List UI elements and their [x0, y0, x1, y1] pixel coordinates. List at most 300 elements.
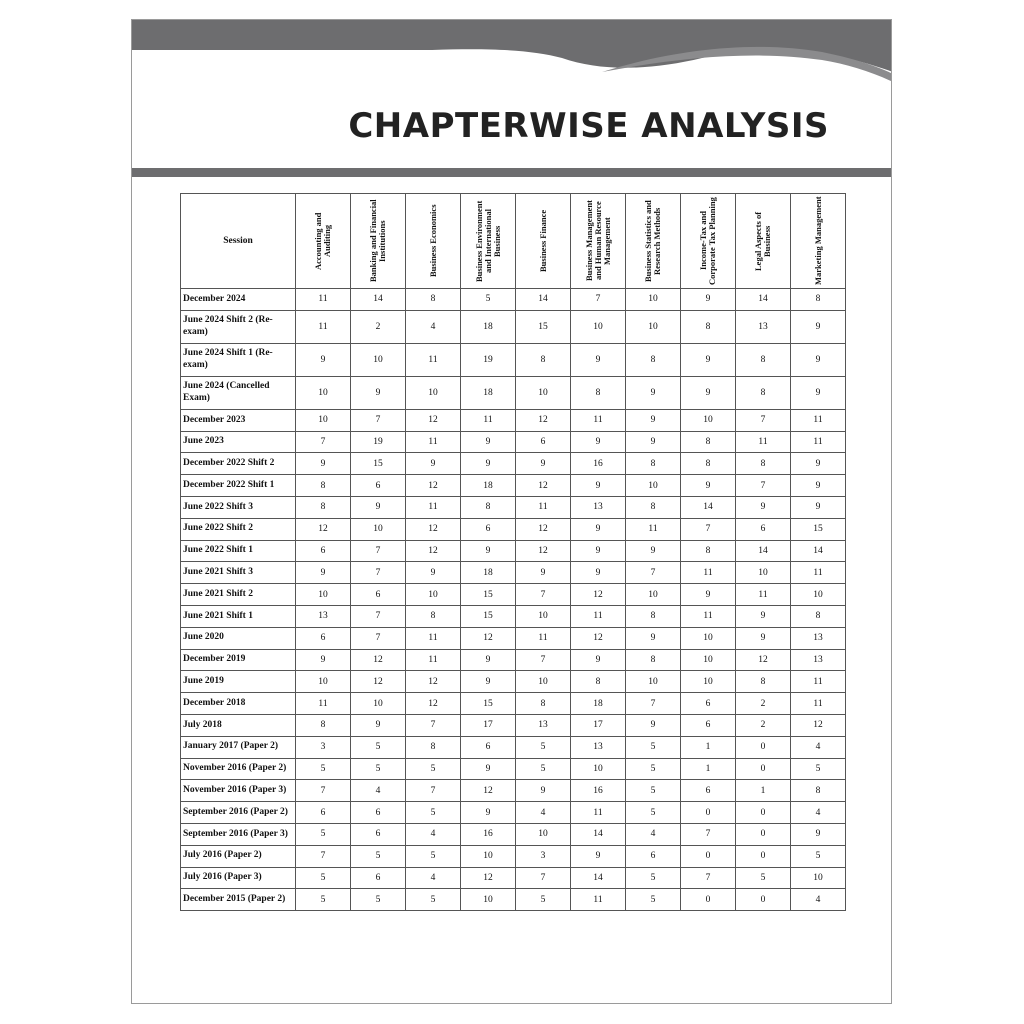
value-cell: 5 — [626, 802, 681, 824]
value-cell: 8 — [626, 649, 681, 671]
value-cell: 15 — [516, 310, 571, 343]
value-cell: 8 — [736, 376, 791, 409]
value-cell: 6 — [461, 518, 516, 540]
value-cell: 10 — [516, 605, 571, 627]
session-cell: June 2021 Shift 2 — [181, 584, 296, 606]
value-cell: 9 — [571, 518, 626, 540]
value-cell: 4 — [791, 736, 846, 758]
value-cell: 7 — [516, 867, 571, 889]
value-cell: 14 — [791, 540, 846, 562]
value-cell: 9 — [791, 310, 846, 343]
session-cell: July 2016 (Paper 2) — [181, 845, 296, 867]
value-cell: 10 — [571, 758, 626, 780]
value-cell: 9 — [791, 823, 846, 845]
value-cell: 10 — [351, 343, 406, 376]
value-cell: 9 — [461, 671, 516, 693]
value-cell: 7 — [351, 605, 406, 627]
subject-header: Banking and Financial Institutions — [351, 194, 406, 289]
value-cell: 8 — [516, 343, 571, 376]
table-row — [181, 605, 846, 627]
value-cell: 10 — [791, 867, 846, 889]
session-cell: June 2022 Shift 3 — [181, 496, 296, 518]
session-cell: June 2024 Shift 2 (Re-exam) — [181, 310, 296, 343]
value-cell: 18 — [571, 693, 626, 715]
value-cell: 7 — [681, 867, 736, 889]
value-cell: 4 — [406, 310, 461, 343]
value-cell: 5 — [296, 889, 351, 911]
value-cell: 8 — [626, 496, 681, 518]
value-cell: 17 — [461, 714, 516, 736]
value-cell: 14 — [351, 289, 406, 311]
value-cell: 8 — [736, 671, 791, 693]
value-cell: 12 — [461, 867, 516, 889]
value-cell: 12 — [351, 649, 406, 671]
subject-header: Business Management and Human Resource Management — [571, 194, 626, 289]
table-row — [181, 627, 846, 649]
session-cell: November 2016 (Paper 2) — [181, 758, 296, 780]
value-cell: 12 — [296, 518, 351, 540]
value-cell: 4 — [406, 867, 461, 889]
subject-header: Business Finance — [516, 194, 571, 289]
value-cell: 11 — [681, 605, 736, 627]
value-cell: 7 — [296, 431, 351, 453]
value-cell: 9 — [516, 562, 571, 584]
value-cell: 5 — [296, 823, 351, 845]
value-cell: 10 — [571, 310, 626, 343]
table-row — [181, 714, 846, 736]
table-row — [181, 671, 846, 693]
value-cell: 11 — [791, 693, 846, 715]
session-cell: June 2021 Shift 3 — [181, 562, 296, 584]
value-cell: 5 — [791, 758, 846, 780]
value-cell: 7 — [351, 409, 406, 431]
value-cell: 13 — [296, 605, 351, 627]
value-cell: 12 — [461, 627, 516, 649]
subject-header: Legal Aspects of Business — [736, 194, 791, 289]
page-title: CHAPTERWISE ANALYSIS — [348, 106, 829, 146]
session-cell: December 2022 Shift 1 — [181, 475, 296, 497]
table-row — [181, 802, 846, 824]
value-cell: 8 — [791, 780, 846, 802]
value-cell: 7 — [626, 562, 681, 584]
value-cell: 14 — [736, 289, 791, 311]
value-cell: 15 — [461, 693, 516, 715]
value-cell: 9 — [736, 496, 791, 518]
value-cell: 9 — [406, 453, 461, 475]
chapterwise-table — [180, 193, 846, 911]
value-cell: 9 — [571, 343, 626, 376]
value-cell: 5 — [351, 736, 406, 758]
value-cell: 9 — [296, 343, 351, 376]
value-cell: 9 — [351, 376, 406, 409]
value-cell: 4 — [791, 889, 846, 911]
value-cell: 7 — [626, 693, 681, 715]
table-row — [181, 496, 846, 518]
table-row — [181, 475, 846, 497]
value-cell: 8 — [516, 693, 571, 715]
value-cell: 10 — [296, 376, 351, 409]
session-cell: December 2024 — [181, 289, 296, 311]
table-row — [181, 376, 846, 409]
value-cell: 4 — [351, 780, 406, 802]
value-cell: 9 — [681, 376, 736, 409]
table-body — [181, 289, 846, 911]
table-row — [181, 867, 846, 889]
value-cell: 11 — [406, 496, 461, 518]
value-cell: 1 — [681, 758, 736, 780]
value-cell: 10 — [626, 671, 681, 693]
subject-header: Marketing Management — [791, 194, 846, 289]
value-cell: 7 — [516, 649, 571, 671]
value-cell: 8 — [406, 605, 461, 627]
session-cell: June 2020 — [181, 627, 296, 649]
subject-header: Business Environment and International Business — [461, 194, 516, 289]
value-cell: 5 — [351, 889, 406, 911]
table-row — [181, 562, 846, 584]
value-cell: 10 — [681, 649, 736, 671]
value-cell: 12 — [516, 518, 571, 540]
value-cell: 10 — [351, 693, 406, 715]
value-cell: 12 — [791, 714, 846, 736]
value-cell: 9 — [626, 409, 681, 431]
value-cell: 11 — [571, 605, 626, 627]
table-row — [181, 453, 846, 475]
value-cell: 6 — [736, 518, 791, 540]
value-cell: 2 — [736, 714, 791, 736]
value-cell: 12 — [571, 584, 626, 606]
value-cell: 11 — [791, 409, 846, 431]
value-cell: 4 — [791, 802, 846, 824]
value-cell: 6 — [681, 714, 736, 736]
value-cell: 9 — [516, 453, 571, 475]
value-cell: 6 — [681, 693, 736, 715]
value-cell: 9 — [461, 758, 516, 780]
value-cell: 15 — [461, 605, 516, 627]
value-cell: 12 — [406, 409, 461, 431]
value-cell: 9 — [626, 540, 681, 562]
value-cell: 5 — [626, 736, 681, 758]
value-cell: 9 — [791, 343, 846, 376]
value-cell: 10 — [626, 310, 681, 343]
session-cell: June 2019 — [181, 671, 296, 693]
value-cell: 10 — [461, 845, 516, 867]
value-cell: 4 — [516, 802, 571, 824]
value-cell: 10 — [406, 376, 461, 409]
value-cell: 5 — [516, 736, 571, 758]
session-cell: January 2017 (Paper 2) — [181, 736, 296, 758]
value-cell: 5 — [406, 889, 461, 911]
value-cell: 13 — [571, 496, 626, 518]
value-cell: 6 — [681, 780, 736, 802]
value-cell: 0 — [736, 802, 791, 824]
value-cell: 11 — [571, 409, 626, 431]
value-cell: 12 — [351, 671, 406, 693]
value-cell: 5 — [626, 889, 681, 911]
table-row — [181, 518, 846, 540]
session-cell: September 2016 (Paper 3) — [181, 823, 296, 845]
value-cell: 15 — [351, 453, 406, 475]
value-cell: 10 — [626, 584, 681, 606]
value-cell: 13 — [736, 310, 791, 343]
session-cell: June 2023 — [181, 431, 296, 453]
value-cell: 0 — [736, 758, 791, 780]
value-cell: 11 — [571, 889, 626, 911]
value-cell: 9 — [461, 453, 516, 475]
value-cell: 12 — [736, 649, 791, 671]
value-cell: 10 — [296, 584, 351, 606]
value-cell: 0 — [681, 802, 736, 824]
table-row — [181, 889, 846, 911]
value-cell: 6 — [351, 584, 406, 606]
value-cell: 11 — [681, 562, 736, 584]
value-cell: 14 — [571, 867, 626, 889]
value-cell: 8 — [681, 453, 736, 475]
value-cell: 15 — [791, 518, 846, 540]
value-cell: 9 — [681, 475, 736, 497]
value-cell: 11 — [406, 431, 461, 453]
value-cell: 7 — [351, 540, 406, 562]
value-cell: 5 — [461, 289, 516, 311]
session-cell: June 2024 Shift 1 (Re-exam) — [181, 343, 296, 376]
header-rule — [132, 168, 891, 177]
value-cell: 9 — [626, 714, 681, 736]
value-cell: 8 — [736, 453, 791, 475]
value-cell: 9 — [296, 453, 351, 475]
value-cell: 1 — [681, 736, 736, 758]
value-cell: 5 — [296, 867, 351, 889]
value-cell: 0 — [736, 823, 791, 845]
session-cell: December 2023 — [181, 409, 296, 431]
value-cell: 6 — [351, 867, 406, 889]
value-cell: 11 — [571, 802, 626, 824]
session-cell: June 2024 (Cancelled Exam) — [181, 376, 296, 409]
value-cell: 9 — [351, 496, 406, 518]
table-row — [181, 693, 846, 715]
table-row — [181, 289, 846, 311]
value-cell: 11 — [736, 584, 791, 606]
table-row — [181, 431, 846, 453]
value-cell: 5 — [626, 758, 681, 780]
table-row — [181, 343, 846, 376]
value-cell: 11 — [461, 409, 516, 431]
table-row — [181, 758, 846, 780]
table-row — [181, 540, 846, 562]
value-cell: 0 — [736, 845, 791, 867]
value-cell: 4 — [406, 823, 461, 845]
value-cell: 12 — [406, 540, 461, 562]
value-cell: 8 — [736, 343, 791, 376]
value-cell: 11 — [791, 562, 846, 584]
value-cell: 10 — [296, 409, 351, 431]
value-cell: 9 — [296, 649, 351, 671]
document-page — [131, 19, 892, 1004]
value-cell: 9 — [791, 475, 846, 497]
value-cell: 10 — [516, 671, 571, 693]
value-cell: 16 — [571, 780, 626, 802]
value-cell: 9 — [571, 475, 626, 497]
table-row — [181, 736, 846, 758]
value-cell: 7 — [681, 823, 736, 845]
value-cell: 6 — [351, 802, 406, 824]
value-cell: 13 — [791, 627, 846, 649]
value-cell: 13 — [516, 714, 571, 736]
value-cell: 9 — [791, 453, 846, 475]
value-cell: 16 — [571, 453, 626, 475]
value-cell: 7 — [516, 584, 571, 606]
value-cell: 11 — [296, 289, 351, 311]
session-cell: June 2022 Shift 2 — [181, 518, 296, 540]
session-cell: November 2016 (Paper 3) — [181, 780, 296, 802]
value-cell: 18 — [461, 376, 516, 409]
value-cell: 4 — [626, 823, 681, 845]
value-cell: 12 — [516, 475, 571, 497]
value-cell: 2 — [736, 693, 791, 715]
value-cell: 12 — [516, 540, 571, 562]
value-cell: 10 — [406, 584, 461, 606]
value-cell: 5 — [736, 867, 791, 889]
value-cell: 8 — [571, 671, 626, 693]
value-cell: 12 — [516, 409, 571, 431]
value-cell: 12 — [461, 780, 516, 802]
value-cell: 1 — [736, 780, 791, 802]
value-cell: 11 — [516, 627, 571, 649]
value-cell: 9 — [736, 605, 791, 627]
session-cell: September 2016 (Paper 2) — [181, 802, 296, 824]
value-cell: 7 — [406, 780, 461, 802]
value-cell: 5 — [626, 867, 681, 889]
value-cell: 10 — [791, 584, 846, 606]
value-cell: 11 — [736, 431, 791, 453]
value-cell: 11 — [296, 310, 351, 343]
table-row — [181, 409, 846, 431]
value-cell: 0 — [736, 736, 791, 758]
value-cell: 9 — [351, 714, 406, 736]
value-cell: 15 — [461, 584, 516, 606]
value-cell: 9 — [461, 649, 516, 671]
table-row — [181, 310, 846, 343]
subject-header: Income-Tax and Corporate Tax Planning — [681, 194, 736, 289]
value-cell: 9 — [571, 431, 626, 453]
value-cell: 5 — [516, 758, 571, 780]
value-cell: 3 — [296, 736, 351, 758]
value-cell: 8 — [296, 714, 351, 736]
value-cell: 9 — [626, 376, 681, 409]
value-cell: 5 — [626, 780, 681, 802]
value-cell: 7 — [681, 518, 736, 540]
value-cell: 14 — [516, 289, 571, 311]
value-cell: 9 — [681, 584, 736, 606]
value-cell: 8 — [406, 289, 461, 311]
value-cell: 10 — [516, 376, 571, 409]
value-cell: 6 — [626, 845, 681, 867]
value-cell: 8 — [791, 289, 846, 311]
value-cell: 9 — [406, 562, 461, 584]
value-cell: 14 — [736, 540, 791, 562]
value-cell: 6 — [351, 475, 406, 497]
value-cell: 9 — [681, 343, 736, 376]
value-cell: 8 — [681, 310, 736, 343]
value-cell: 18 — [461, 310, 516, 343]
value-cell: 10 — [736, 562, 791, 584]
value-cell: 17 — [571, 714, 626, 736]
subject-header: Business Economics — [406, 194, 461, 289]
value-cell: 10 — [681, 627, 736, 649]
value-cell: 6 — [516, 431, 571, 453]
value-cell: 9 — [571, 562, 626, 584]
value-cell: 18 — [461, 562, 516, 584]
value-cell: 12 — [406, 475, 461, 497]
value-cell: 7 — [296, 780, 351, 802]
value-cell: 0 — [736, 889, 791, 911]
table-row — [181, 649, 846, 671]
value-cell: 8 — [571, 376, 626, 409]
value-cell: 2 — [351, 310, 406, 343]
value-cell: 11 — [791, 671, 846, 693]
value-cell: 11 — [406, 627, 461, 649]
value-cell: 9 — [626, 431, 681, 453]
value-cell: 9 — [681, 289, 736, 311]
value-cell: 6 — [461, 736, 516, 758]
value-cell: 14 — [571, 823, 626, 845]
value-cell: 9 — [461, 431, 516, 453]
value-cell: 10 — [681, 409, 736, 431]
value-cell: 9 — [626, 627, 681, 649]
value-cell: 5 — [791, 845, 846, 867]
table-row — [181, 780, 846, 802]
subject-header: Business Statistics and Research Methods — [626, 194, 681, 289]
value-cell: 7 — [351, 562, 406, 584]
value-cell: 6 — [296, 540, 351, 562]
subject-header: Accounting and Auditing — [296, 194, 351, 289]
value-cell: 16 — [461, 823, 516, 845]
value-cell: 7 — [736, 409, 791, 431]
value-cell: 8 — [461, 496, 516, 518]
value-cell: 18 — [461, 475, 516, 497]
value-cell: 10 — [461, 889, 516, 911]
table-row — [181, 845, 846, 867]
value-cell: 13 — [791, 649, 846, 671]
value-cell: 11 — [626, 518, 681, 540]
session-cell: July 2018 — [181, 714, 296, 736]
session-cell: December 2019 — [181, 649, 296, 671]
session-cell: December 2022 Shift 2 — [181, 453, 296, 475]
value-cell: 12 — [406, 671, 461, 693]
session-cell: July 2016 (Paper 3) — [181, 867, 296, 889]
table-header-row — [181, 194, 846, 289]
session-cell: June 2022 Shift 1 — [181, 540, 296, 562]
value-cell: 7 — [571, 289, 626, 311]
value-cell: 10 — [626, 475, 681, 497]
value-cell: 5 — [406, 802, 461, 824]
value-cell: 11 — [406, 649, 461, 671]
table-row — [181, 584, 846, 606]
value-cell: 9 — [461, 802, 516, 824]
value-cell: 9 — [461, 540, 516, 562]
value-cell: 7 — [736, 475, 791, 497]
value-cell: 6 — [296, 627, 351, 649]
value-cell: 19 — [351, 431, 406, 453]
value-cell: 9 — [296, 562, 351, 584]
table-row — [181, 823, 846, 845]
value-cell: 8 — [626, 343, 681, 376]
session-cell: December 2018 — [181, 693, 296, 715]
value-cell: 8 — [626, 605, 681, 627]
value-cell: 5 — [296, 758, 351, 780]
value-cell: 10 — [351, 518, 406, 540]
value-cell: 9 — [571, 540, 626, 562]
value-cell: 6 — [296, 802, 351, 824]
value-cell: 12 — [571, 627, 626, 649]
